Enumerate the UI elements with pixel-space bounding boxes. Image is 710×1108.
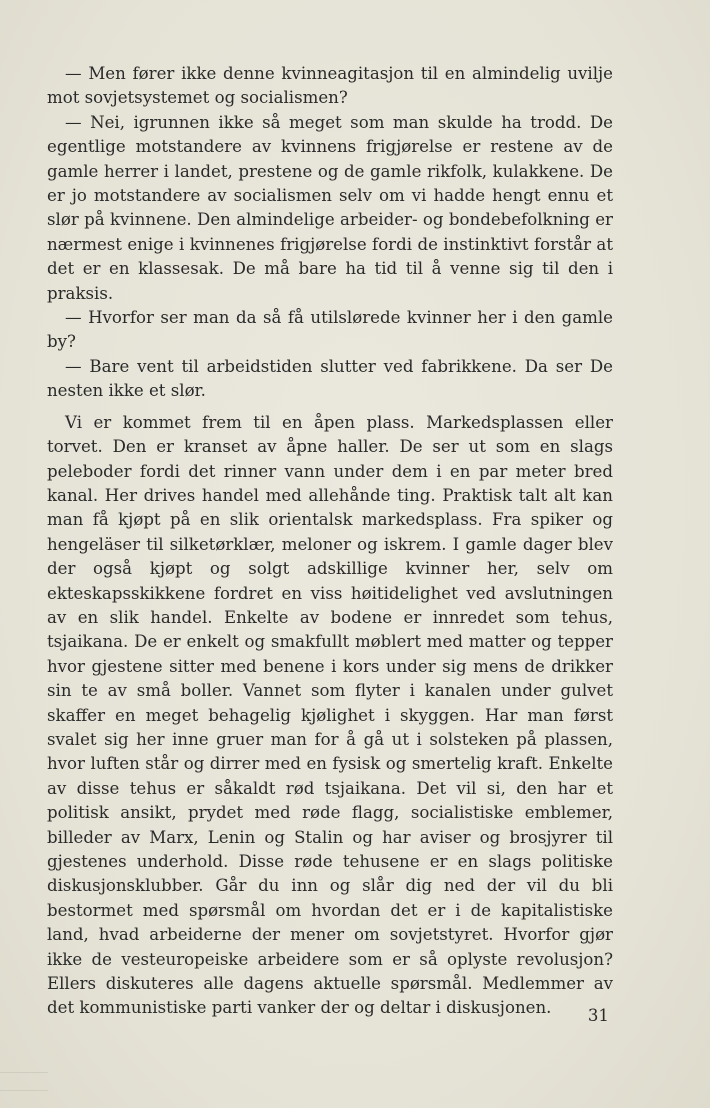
body-text bbox=[47, 62, 613, 1021]
paragraph-1: — Men fører ikke denne kvinneagitasjon til en almindelig uvilje mot sovjetsystemet og socialismen? bbox=[47, 64, 613, 108]
scan-edge-mark bbox=[0, 1090, 48, 1091]
scan-edge-mark bbox=[0, 1072, 48, 1073]
paragraph-2: — Nei, igrunnen ikke så meget som man skulde ha trodd. De egentlige motstandere av kvinnens frigjørelse er restene av de gamle herrer i landet, prestene og de gamle rikfolk, kulakkene. De er jo motstandere av socialismen selv om vi hadde hengt ennu et slør på kvinnene. Den almindelige arbeider- og bondebefolkning er nærmest enige i kvinnenes frigjørelse fordi de instinktivt forstår at det er en klassesak. De må bare ha tid til å venne sig til den i praksis. bbox=[47, 112, 613, 303]
paragraph-4: — Bare vent til arbeidstiden slutter ved fabrikkene. Da ser De nesten ikke et slør. bbox=[47, 356, 613, 401]
paragraph-5: Vi er kommet frem til en åpen plass. Markedsplassen eller torvet. Den er kranset av åpne haller. De ser ut som en slags peleboder fordi det rinner vann under dem i en par meter bred kanal. Her drives handel med allehånde ting. Praktisk talt alt kan man få kjøpt på en slik orientalsk markedsplass. Fra spiker og hengeläser til silketørklær, meloner og iskrem. I gamle dager blev der også kjøpt og solgt adskillige kvinner her, selv om ekteskapsskikkene fordret en viss høitidelighet ved avslutningen av en slik handel. Enkelte av bodene er innredet som tehus, tsjaikana. De er enkelt og smakfullt møblert med matter og tepper hvor gjestene sitter med benene i kors under sig mens de drikker sin te av små boller. Vannet som flyter i kanalen under gulvet skaffer en meget behagelig kjølighet i skyggen. Har man først svalet sig her inne gruer man for å gå ut i solsteken på plassen, hvor luften står og dirrer med en fysisk og smertelig kraft. Enkelte av disse tehus er såkaldt rød tsjaikana. Det vil si, den har et politisk ansikt, prydet med røde flagg, socialistiske emblemer, billeder av Marx, Lenin og Stalin og har aviser og brosjyrer til gjestenes underhold. Disse røde tehusene er en slags politiske diskusjonsklubber. Går du inn og slår dig ned der vil du bli bestormet med spørsmål om hvordan det er i de kapitalistiske land, hvad arbeiderne der mener om sovjetstyret. Hvorfor gjør ikke de vesteuropeiske arbeidere som er så oplyste revolusjon? Ellers diskuteres alle dagens aktuelle spørsmål. Medlemmer av det kommunistiske parti vanker der og deltar i diskusjonen. bbox=[47, 412, 613, 1018]
page-number: 31 bbox=[587, 1006, 609, 1025]
paragraph-3: — Hvorfor ser man da så få utilslørede kvinner her i den gamle by? bbox=[47, 308, 613, 352]
